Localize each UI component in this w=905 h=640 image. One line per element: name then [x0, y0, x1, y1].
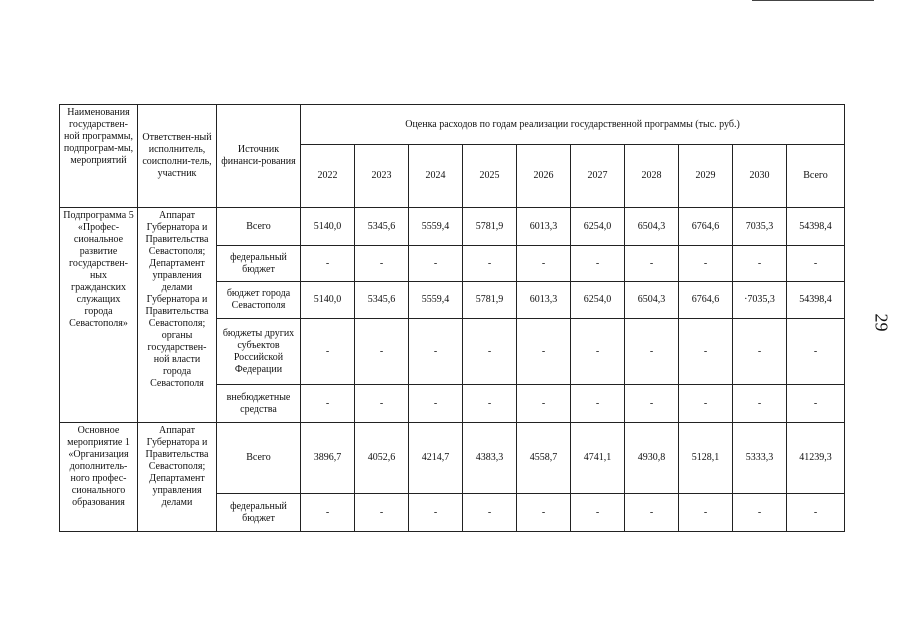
year-value-cell: -	[679, 319, 733, 385]
year-value-cell: -	[355, 385, 409, 423]
year-value-cell: -	[517, 494, 571, 532]
table-row	[60, 208, 845, 246]
year-value-cell: 4052,6	[355, 423, 409, 494]
total-value-cell: 54398,4	[787, 208, 845, 246]
year-value-cell: -	[517, 385, 571, 423]
header-year: 2023	[355, 145, 409, 208]
year-value-cell: 4741,1	[571, 423, 625, 494]
year-value-cell: -	[301, 385, 355, 423]
year-value-cell: -	[355, 319, 409, 385]
header-executor: Ответствен-ный исполнитель, соисполни-тель, участник	[138, 105, 217, 208]
year-value-cell: 5781,9	[463, 208, 517, 246]
year-value-cell: 5140,0	[301, 208, 355, 246]
year-value-cell: 5559,4	[409, 282, 463, 319]
funding-source-cell: Всего	[217, 423, 301, 494]
year-value-cell: -	[625, 494, 679, 532]
total-value-cell: -	[787, 319, 845, 385]
year-value-cell: -	[679, 246, 733, 282]
year-value-cell: -	[463, 385, 517, 423]
year-value-cell: 6013,3	[517, 282, 571, 319]
year-value-cell: 6764,6	[679, 282, 733, 319]
funding-source-cell: бюджеты других субъектов Российской Федерации	[217, 319, 301, 385]
year-value-cell: 6764,6	[679, 208, 733, 246]
year-value-cell: -	[301, 246, 355, 282]
year-value-cell: -	[301, 319, 355, 385]
year-value-cell: -	[733, 494, 787, 532]
program-name-cell: Основное мероприятие 1 «Организация дополнитель-ного профес-сионального образования	[60, 423, 138, 532]
program-name-cell: Подпрограмма 5 «Профес-сиональное развитие государствен-ных гражданских служащих города Севастополя»	[60, 208, 138, 423]
year-value-cell: -	[463, 494, 517, 532]
header-year: 2027	[571, 145, 625, 208]
funding-source-cell: федеральный бюджет	[217, 246, 301, 282]
year-value-cell: -	[679, 494, 733, 532]
year-value-cell: 4214,7	[409, 423, 463, 494]
year-value-cell: 6013,3	[517, 208, 571, 246]
year-value-cell: -	[733, 319, 787, 385]
header-year: 2026	[517, 145, 571, 208]
year-value-cell: -	[625, 385, 679, 423]
year-value-cell: 5781,9	[463, 282, 517, 319]
funding-source-cell: федеральный бюджет	[217, 494, 301, 532]
total-value-cell: 41239,3	[787, 423, 845, 494]
year-value-cell: 4558,7	[517, 423, 571, 494]
executor-cell: Аппарат Губернатора и Правительства Севастополя; Департамент управления делами Губернатора и Правительства Севастополя; органы государствен-ной власти города Севастополя	[138, 208, 217, 423]
year-value-cell: 6254,0	[571, 208, 625, 246]
year-value-cell: 6254,0	[571, 282, 625, 319]
year-value-cell: 5128,1	[679, 423, 733, 494]
year-value-cell: 7035,3	[733, 208, 787, 246]
header-year: 2030	[733, 145, 787, 208]
year-value-cell: 5345,6	[355, 282, 409, 319]
total-value-cell: -	[787, 494, 845, 532]
header-source: Источник финанси-рования	[217, 105, 301, 208]
year-value-cell: -	[733, 246, 787, 282]
year-value-cell: -	[733, 385, 787, 423]
year-value-cell: 6504,3	[625, 282, 679, 319]
header-year: 2022	[301, 145, 355, 208]
year-value-cell: 4383,3	[463, 423, 517, 494]
scan-edge-mark	[752, 0, 874, 1]
year-value-cell: -	[409, 385, 463, 423]
year-value-cell: -	[409, 494, 463, 532]
executor-cell: Аппарат Губернатора и Правительства Севастополя; Департамент управления делами	[138, 423, 217, 532]
year-value-cell: -	[625, 319, 679, 385]
funding-source-cell: Всего	[217, 208, 301, 246]
year-value-cell: -	[355, 494, 409, 532]
year-value-cell: 5345,6	[355, 208, 409, 246]
year-value-cell: -	[463, 246, 517, 282]
funding-source-cell: внебюджетные средства	[217, 385, 301, 423]
year-value-cell: -	[355, 246, 409, 282]
header-year: 2029	[679, 145, 733, 208]
year-value-cell: -	[301, 494, 355, 532]
year-value-cell: -	[409, 319, 463, 385]
year-value-cell: -	[625, 246, 679, 282]
year-value-cell: -	[571, 494, 625, 532]
year-value-cell: -	[517, 246, 571, 282]
year-value-cell: -	[571, 385, 625, 423]
year-value-cell: -	[517, 319, 571, 385]
header-year: 2028	[625, 145, 679, 208]
header-total: Всего	[787, 145, 845, 208]
year-value-cell: 3896,7	[301, 423, 355, 494]
year-value-cell: -	[571, 246, 625, 282]
year-value-cell: ·7035,3	[733, 282, 787, 319]
year-value-cell: -	[571, 319, 625, 385]
total-value-cell: -	[787, 246, 845, 282]
table-row	[60, 423, 845, 494]
budget-table	[59, 104, 845, 532]
year-value-cell: -	[463, 319, 517, 385]
header-year: 2025	[463, 145, 517, 208]
header-program-name: Наименования государствен-ной программы, подпрограм-мы, мероприятий	[60, 105, 138, 208]
page-number: 29	[871, 313, 892, 332]
year-value-cell: 6504,3	[625, 208, 679, 246]
year-value-cell: -	[409, 246, 463, 282]
year-value-cell: 5559,4	[409, 208, 463, 246]
total-value-cell: 54398,4	[787, 282, 845, 319]
year-value-cell: 5140,0	[301, 282, 355, 319]
funding-source-cell: бюджет города Севастополя	[217, 282, 301, 319]
year-value-cell: 5333,3	[733, 423, 787, 494]
year-value-cell: -	[679, 385, 733, 423]
year-value-cell: 4930,8	[625, 423, 679, 494]
total-value-cell: -	[787, 385, 845, 423]
header-estimate: Оценка расходов по годам реализации государственной программы (тыс. руб.)	[301, 105, 845, 145]
header-year: 2024	[409, 145, 463, 208]
